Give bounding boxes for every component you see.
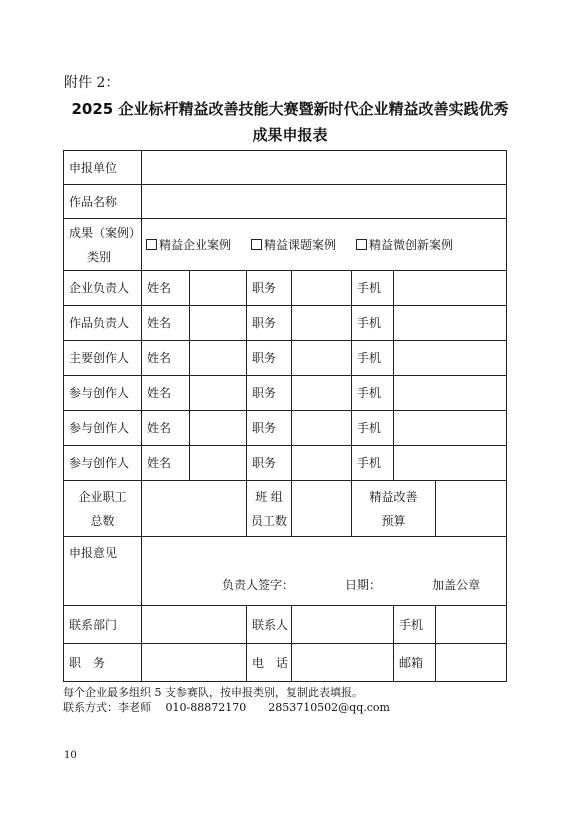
checkbox-icon (251, 239, 262, 250)
mobile-field[interactable] (394, 411, 507, 446)
name-field[interactable] (190, 341, 247, 376)
name-field[interactable] (190, 306, 247, 341)
contact-person-label: 联系人 (247, 606, 292, 644)
seal-label: 加盖公章 (432, 578, 481, 592)
attachment-label: 附件 2： (64, 75, 120, 91)
work-name-field[interactable] (142, 185, 507, 219)
staff-total-label (64, 481, 142, 537)
name-field[interactable] (190, 271, 247, 306)
phone-field[interactable] (292, 644, 394, 682)
option-label: 精益微创新案例 (369, 237, 454, 252)
signature-line (142, 577, 506, 593)
mobile-label: 手机 (352, 446, 394, 481)
page-number: 10 (64, 750, 77, 761)
unit-field[interactable] (142, 151, 507, 185)
budget-field[interactable] (436, 481, 507, 537)
opinion-label: 申报意见 (64, 537, 142, 606)
team-staff-label (247, 481, 292, 537)
name-label: 姓名 (142, 376, 190, 411)
budget-line-1: 精益改善 (369, 489, 418, 504)
team-staff-field[interactable] (292, 481, 352, 537)
person-row (64, 446, 507, 481)
contact-dept-field[interactable] (142, 606, 247, 644)
category-option-topic[interactable] (251, 237, 336, 253)
duty-label: 职 务 (64, 644, 142, 682)
name-label: 姓名 (142, 411, 190, 446)
name-label: 姓名 (142, 446, 190, 481)
category-options (142, 219, 507, 271)
mobile-label: 手机 (352, 271, 394, 306)
mobile-label: 手机 (352, 306, 394, 341)
position-field[interactable] (292, 411, 352, 446)
budget-label (352, 481, 436, 537)
mobile-label: 手机 (352, 341, 394, 376)
person-role-label: 参与创作人 (64, 446, 142, 481)
mobile-field[interactable] (394, 446, 507, 481)
position-label: 职务 (247, 376, 292, 411)
position-field[interactable] (292, 271, 352, 306)
mobile-field[interactable] (394, 306, 507, 341)
staff-total-field[interactable] (142, 481, 247, 537)
team-staff-line-1: 班 组 (255, 489, 283, 504)
name-label: 姓名 (142, 341, 190, 376)
application-form (63, 150, 507, 682)
position-field[interactable] (292, 341, 352, 376)
position-field[interactable] (292, 306, 352, 341)
person-role-label: 作品负责人 (64, 306, 142, 341)
mobile-field[interactable] (394, 341, 507, 376)
name-label: 姓名 (142, 306, 190, 341)
email-field[interactable] (436, 644, 507, 682)
category-option-micro-innovation[interactable] (356, 237, 453, 253)
checkbox-icon (146, 239, 157, 250)
unit-label: 申报单位 (64, 151, 142, 185)
name-field[interactable] (190, 411, 247, 446)
person-row (64, 306, 507, 341)
person-row (64, 341, 507, 376)
category-label-line-1: 成果（案例） (69, 225, 142, 240)
mobile-field[interactable] (394, 271, 507, 306)
contact-dept-label: 联系部门 (64, 606, 142, 644)
person-row (64, 376, 507, 411)
name-label: 姓名 (142, 271, 190, 306)
person-role-label: 参与创作人 (64, 411, 142, 446)
position-label: 职务 (247, 306, 292, 341)
checkbox-icon (356, 239, 367, 250)
person-row (64, 411, 507, 446)
position-field[interactable] (292, 376, 352, 411)
duty-field[interactable] (142, 644, 247, 682)
position-label: 职务 (247, 341, 292, 376)
person-role-label: 企业负责人 (64, 271, 142, 306)
staff-total-line-2: 总数 (90, 513, 115, 528)
staff-total-line-1: 企业职工 (78, 489, 127, 504)
title-line-1: 2025 企业标杆精益改善技能大赛暨新时代企业精益改善实践优秀 (71, 100, 509, 118)
email-label: 邮箱 (394, 644, 436, 682)
person-row (64, 271, 507, 306)
phone-label: 电 话 (247, 644, 292, 682)
position-field[interactable] (292, 446, 352, 481)
contact-mobile-field[interactable] (436, 606, 507, 644)
team-staff-line-2: 员工数 (250, 513, 287, 528)
contact-person-field[interactable] (292, 606, 394, 644)
title-line-2: 成果申报表 (252, 126, 328, 144)
mobile-label: 手机 (352, 411, 394, 446)
mobile-label: 手机 (352, 376, 394, 411)
option-label: 精益课题案例 (264, 237, 337, 252)
note-line-1: 每个企业最多组织 5 支参赛队，按申报类别，复制此表填报。 (63, 686, 363, 699)
position-label: 职务 (247, 271, 292, 306)
signature-label: 负责人签字： (222, 578, 295, 592)
person-role-label: 参与创作人 (64, 376, 142, 411)
name-field[interactable] (190, 376, 247, 411)
mobile-field[interactable] (394, 376, 507, 411)
option-label: 精益企业案例 (159, 237, 232, 252)
category-option-enterprise[interactable] (146, 237, 231, 253)
position-label: 职务 (247, 411, 292, 446)
date-label: 日期： (345, 578, 382, 592)
work-name-label: 作品名称 (64, 185, 142, 219)
position-label: 职务 (247, 446, 292, 481)
opinion-field[interactable] (142, 537, 507, 606)
category-label-line-2: 类别 (87, 249, 112, 264)
person-role-label: 主要创作人 (64, 341, 142, 376)
contact-mobile-label: 手机 (394, 606, 436, 644)
category-label (64, 219, 142, 271)
contact-info-line: 联系方式：李老师 010-88872170 2853710502@qq.com (63, 701, 390, 714)
budget-line-2: 预算 (381, 513, 406, 528)
name-field[interactable] (190, 446, 247, 481)
